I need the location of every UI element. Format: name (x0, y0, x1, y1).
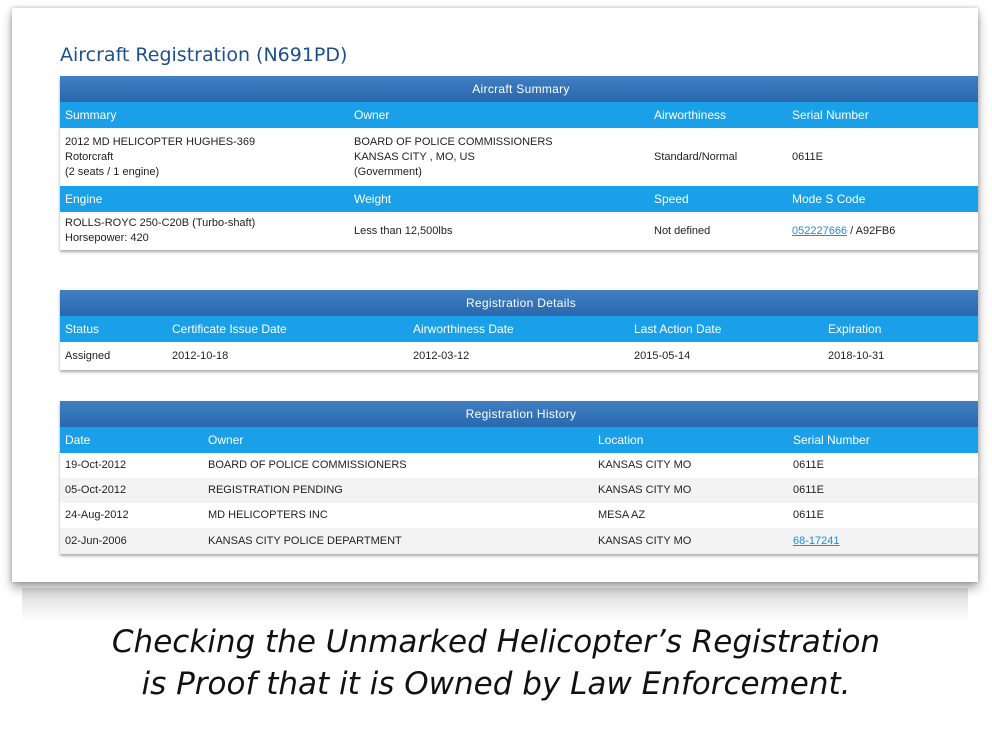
details-data-row (60, 342, 978, 370)
expiration-cell: 2018-10-31 (828, 349, 885, 362)
airworthiness-date-cell: 2012-03-12 (413, 349, 470, 362)
col-summary: Summary (65, 108, 117, 122)
col-expiration: Expiration (828, 322, 882, 336)
col-engine: Engine (65, 192, 103, 206)
history-location: MESA AZ (598, 509, 646, 521)
certificate-date-cell: 2012-10-18 (172, 349, 229, 362)
history-header-row (60, 427, 978, 453)
col-status: Status (65, 322, 100, 336)
col-date: Date (65, 433, 91, 447)
col-owner: Owner (354, 108, 390, 122)
history-owner: KANSAS CITY POLICE DEPARTMENT (208, 534, 402, 547)
summary-line: (2 seats / 1 engine) (65, 165, 160, 178)
col-location: Location (598, 433, 644, 447)
summary-cell (60, 135, 349, 180)
summary-data-row (60, 128, 978, 186)
history-owner: MD HELICOPTERS INC (208, 509, 328, 521)
col-mode-s-code: Mode S Code (792, 192, 866, 206)
card-reflection (22, 588, 968, 622)
serial-cell: 0611E (792, 150, 823, 163)
history-serial-link[interactable]: 68-17241 (793, 534, 840, 547)
history-date: 05-Oct-2012 (65, 484, 127, 496)
status-cell: Assigned (65, 349, 111, 362)
mode-s-hex: / A92FB6 (847, 224, 896, 237)
col-speed: Speed (654, 192, 689, 206)
owner-cell (349, 135, 649, 180)
history-row (60, 503, 978, 528)
history-owner: REGISTRATION PENDING (208, 484, 343, 496)
registration-history-panel (60, 401, 978, 554)
history-serial: 0611E (793, 484, 824, 496)
engine-line: ROLLS-ROYC 250-C20B (Turbo-shaft) (65, 217, 256, 229)
history-date: 02-Jun-2006 (65, 534, 127, 547)
col-airworthiness: Airworthiness (654, 108, 727, 122)
history-date: 24-Aug-2012 (65, 509, 129, 521)
history-row (60, 528, 978, 554)
last-action-date-cell: 2015-05-14 (634, 349, 691, 362)
mode-s-cell (787, 224, 978, 239)
summary-line: Rotorcraft (65, 150, 114, 163)
engine-data-row (60, 212, 978, 250)
col-history-serial: Serial Number (793, 433, 870, 447)
engine-header-row (60, 186, 978, 212)
col-last-action-date: Last Action Date (634, 322, 722, 336)
history-row (60, 478, 978, 503)
caption-line-2: is Proof that it is Owned by Law Enforcement. (141, 666, 851, 702)
caption-line-1: Checking the Unmarked Helicopter’s Registration (111, 624, 881, 660)
aircraft-summary-panel (60, 76, 978, 250)
col-weight: Weight (354, 192, 392, 206)
col-certificate-issue-date: Certificate Issue Date (172, 322, 287, 336)
weight-cell: Less than 12,500lbs (354, 224, 453, 237)
registration-details-panel (60, 290, 978, 370)
history-serial-cell (788, 534, 978, 549)
owner-line: KANSAS CITY , MO, US (354, 150, 475, 163)
col-history-owner: Owner (208, 433, 244, 447)
screenshot-card (12, 8, 978, 582)
engine-cell (60, 216, 349, 246)
summary-header-row (60, 102, 978, 128)
registration-history-header: Registration History (60, 401, 978, 427)
owner-line: (Government) (354, 165, 422, 178)
airworthiness-cell: Standard/Normal (654, 150, 738, 163)
col-serial-number: Serial Number (792, 108, 869, 122)
page-title: Aircraft Registration (N691PD) (60, 44, 348, 66)
owner-line: BOARD OF POLICE COMMISSIONERS (354, 135, 553, 148)
registration-details-header: Registration Details (60, 290, 978, 316)
history-serial: 0611E (793, 509, 824, 521)
history-row (60, 453, 978, 478)
aircraft-summary-header: Aircraft Summary (60, 76, 978, 102)
speed-cell: Not defined (654, 224, 711, 237)
history-owner: BOARD OF POLICE COMMISSIONERS (208, 459, 407, 471)
summary-line: 2012 MD HELICOPTER HUGHES-369 (65, 135, 256, 148)
mode-s-link[interactable]: 052227666 (792, 224, 848, 237)
history-location: KANSAS CITY MO (598, 484, 692, 496)
col-airworthiness-date: Airworthiness Date (413, 322, 514, 336)
engine-line: Horsepower: 420 (65, 232, 149, 244)
history-location: KANSAS CITY MO (598, 459, 692, 471)
details-header-row (60, 316, 978, 342)
history-date: 19-Oct-2012 (65, 459, 127, 471)
history-serial: 0611E (793, 459, 824, 471)
history-location: KANSAS CITY MO (598, 534, 692, 547)
